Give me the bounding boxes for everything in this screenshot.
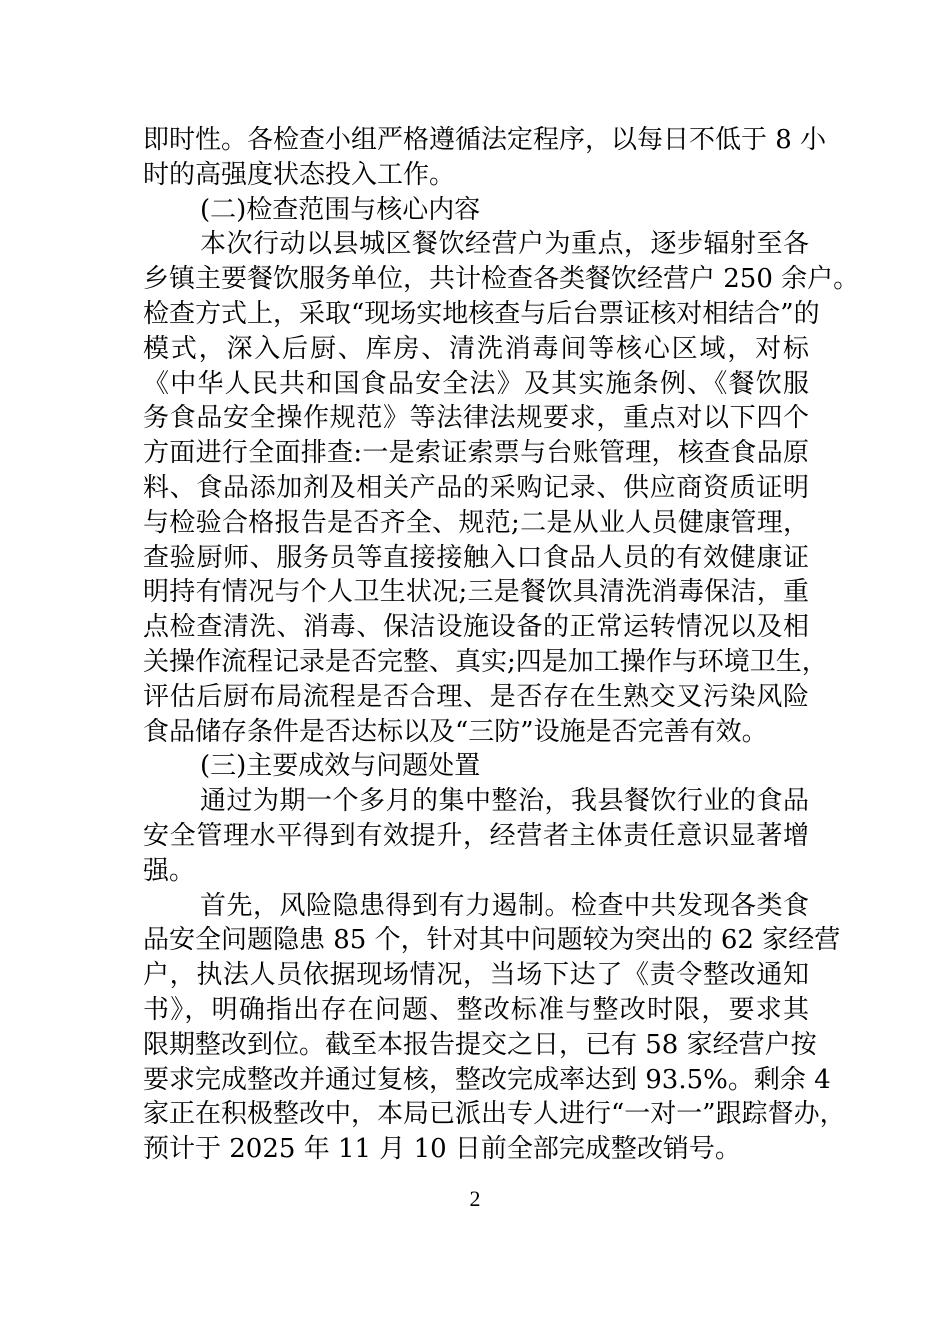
text-line: 方面进行全面排查:一是索证索票与台账管理，核查食品原	[143, 438, 809, 469]
text-line: 明持有情况与个人卫生状况;三是餐饮具清洗消毒保洁，重	[143, 577, 809, 608]
body-text	[143, 123, 860, 1167]
text-line: 本次行动以县城区餐饮经营户为重点，逐步辐射至各	[200, 229, 809, 260]
text-line: 安全管理水平得到有效提升，经营者主体责任意识显著增	[143, 820, 809, 851]
text-line: 与检验合格报告是否齐全、规范;二是从业人员健康管理，	[143, 507, 809, 538]
section-heading: (二)检查范围与核心内容	[200, 194, 481, 225]
text-line: 时的高强度状态投入工作。	[143, 159, 456, 190]
page-number: 2	[469, 1186, 481, 1211]
text-line: 食品储存条件是否达标以及“三防”设施是否完善有效。	[143, 716, 768, 747]
text-line: 务食品安全操作规范》等法律法规要求，重点对以下四个	[143, 403, 809, 434]
text-line: 料、食品添加剂及相关产品的采购记录、供应商资质证明	[143, 472, 809, 503]
text-line: 强。	[143, 855, 196, 886]
text-line: 模式，深入后厨、库房、清洗消毒间等核心区域，对标	[143, 333, 809, 364]
text-line: 点检查清洗、消毒、保洁设施设备的正常运转情况以及相	[143, 612, 809, 643]
text-line: 关操作流程记录是否完整、真实;四是加工操作与环境卫生，	[143, 646, 828, 677]
text-line: 户，执法人员依据现场情况，当场下达了《责令整改通知	[143, 960, 809, 991]
text-line: 即时性。各检查小组严格遵循法定程序，以每日不低于 8 小	[143, 125, 827, 155]
text-line: 预计于 2025 年 11 月 10 日前全部完成整改销号。	[143, 1134, 741, 1165]
text-line: 要求完成整改并通过复核，整改完成率达到 93.5%。剩余 4	[143, 1064, 831, 1095]
text-line: 检查方式上，采取“现场实地核查与后台票证核对相结合”的	[143, 298, 820, 329]
text-line: 品安全问题隐患 85 个，针对其中问题较为突出的 62 家经营	[143, 925, 841, 956]
text-line: 首先，风险隐患得到有力遏制。检查中共发现各类食	[200, 890, 809, 921]
section-heading: (三)主要成效与问题处置	[200, 751, 481, 782]
text-line: 限期整改到位。截至本报告提交之日，已有 58 家经营户按	[143, 1029, 817, 1060]
text-line: 《中华人民共和国食品安全法》及其实施条例、《餐饮服	[143, 368, 809, 399]
text-line: 查验厨师、服务员等直接接触入口食品人员的有效健康证	[143, 542, 809, 573]
text-line: 乡镇主要餐饮服务单位，共计检查各类餐饮经营户 250 余户。	[143, 264, 860, 295]
text-line: 家正在积极整改中，本局已派出专人进行“一对一”跟踪督办，	[143, 1099, 846, 1130]
text-line: 书》，明确指出存在问题、整改标准与整改时限，要求其	[143, 994, 809, 1025]
text-line: 通过为期一个多月的集中整治，我县餐饮行业的食品	[200, 786, 809, 817]
text-line: 评估后厨布局流程是否合理、是否存在生熟交叉污染风险	[143, 681, 809, 712]
